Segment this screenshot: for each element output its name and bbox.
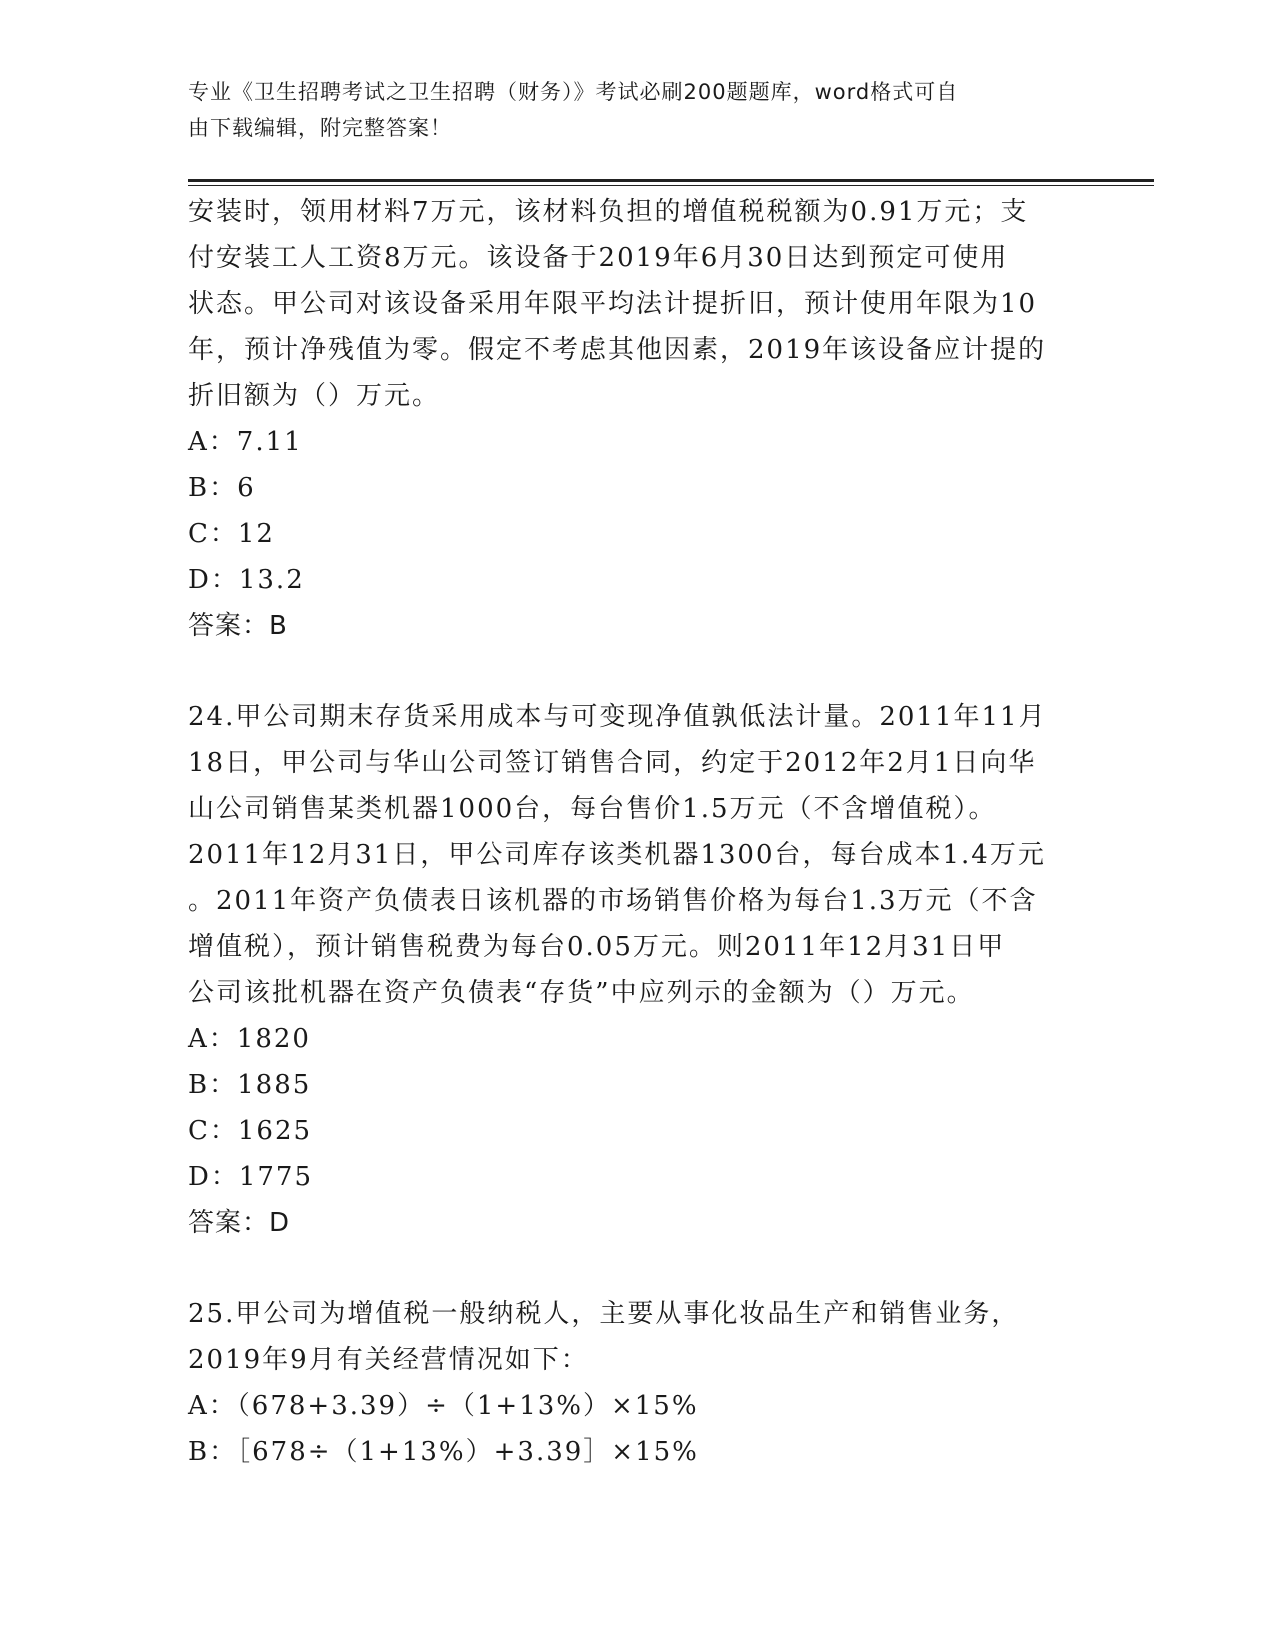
question-text-line: 2019年9月有关经营情况如下： (188, 1345, 589, 1375)
question-text-line: 年，预计净残值为零。假定不考虑其他因素，2019年该设备应计提的 (188, 335, 1047, 365)
option-d: D：13.2 (188, 565, 305, 595)
question-text-line: 25.甲公司为增值税一般纳税人，主要从事化妆品生产和销售业务， (188, 1299, 1020, 1329)
option-c: C：12 (188, 519, 275, 549)
question-text-line: 状态。甲公司对该设备采用年限平均法计提折旧，预计使用年限为10 (188, 289, 1038, 319)
header-divider-thin (188, 185, 1154, 186)
option-b: B：6 (188, 473, 256, 503)
option-a: A：1820 (188, 1024, 311, 1054)
option-b: B：1885 (188, 1070, 312, 1100)
question-text-line: 24.甲公司期末存货采用成本与可变现净值孰低法计量。2011年11月 (188, 702, 1047, 732)
document-body (188, 189, 1088, 1475)
header-line-1: 专业《卫生招聘考试之卫生招聘（财务）》考试必刷200题题库，word格式可自 (188, 80, 959, 104)
option-a: A：7.11 (188, 427, 303, 457)
question-23 (188, 189, 1088, 649)
question-text-line: 山公司销售某类机器1000台，每台售价1.5万元（不含增值税）。 (188, 794, 997, 824)
header-line-2: 由下载编辑，附完整答案！ (188, 116, 452, 140)
header-divider-thick (188, 179, 1154, 182)
spacer (188, 1246, 1088, 1291)
option-a: A：（678+3.39）÷（1+13%）×15% (188, 1391, 699, 1421)
question-text-line: 折旧额为（）万元。 (188, 381, 441, 411)
question-25 (188, 1291, 1088, 1475)
question-text-line: 安装时，领用材料7万元，该材料负担的增值税税额为0.91万元；支 (188, 197, 1029, 227)
question-text-line: 2011年12月31日，甲公司库存该类机器1300台，每台成本1.4万元 (188, 840, 1046, 870)
answer-line: 答案：D (188, 1208, 291, 1238)
question-text-line: 18日，甲公司与华山公司签订销售合同，约定于2012年2月1日向华 (188, 748, 1037, 778)
answer-line: 答案：B (188, 611, 288, 641)
option-d: D：1775 (188, 1162, 314, 1192)
option-c: C：1625 (188, 1116, 313, 1146)
question-text-line: 增值税），预计销售税费为每台0.05万元。则2011年12月31日甲 (188, 932, 1006, 962)
question-text-line: 公司该批机器在资产负债表“存货”中应列示的金额为（）万元。 (188, 978, 975, 1008)
question-text-line: 。2011年资产负债表日该机器的市场销售价格为每台1.3万元（不含 (188, 886, 1038, 916)
question-text-line: 付安装工人工资8万元。该设备于2019年6月30日达到预定可使用 (188, 243, 1009, 273)
question-24 (188, 694, 1088, 1246)
spacer (188, 649, 1088, 694)
document-header (188, 74, 1068, 146)
option-b: B：［678÷（1+13%）+3.39］×15% (188, 1437, 699, 1467)
